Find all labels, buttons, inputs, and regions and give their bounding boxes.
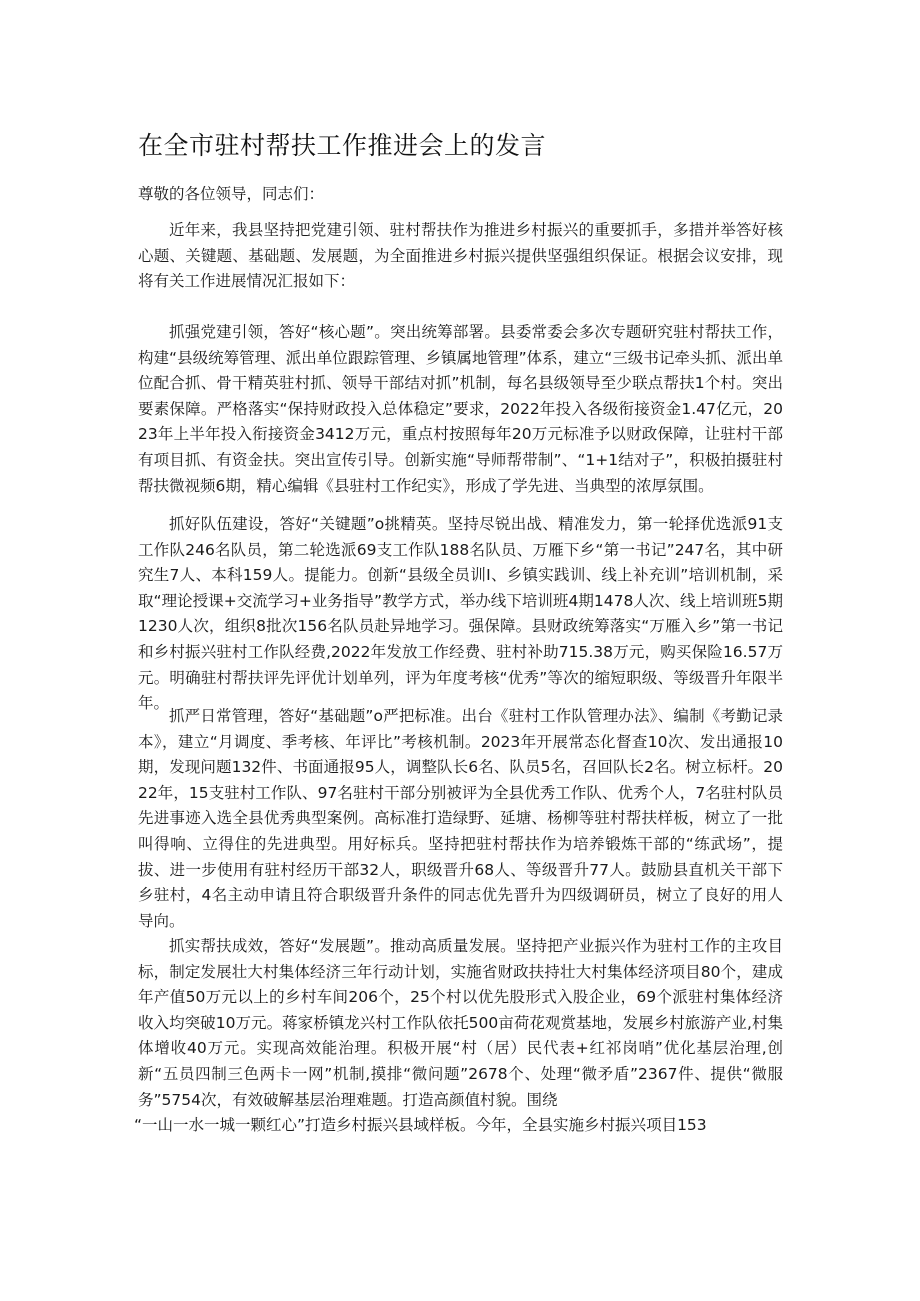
- paragraph-basic-task: 抓严日常管理，答好“基础题”o严把标准。出台《驻村工作队管理办法》、编制《考勤记录本》，建立“月调度、季考核、年评比”考核机制。2023年开展常态化督查10次、发出通报10期，发现问题132件、书面通报95人，调整队长6名、队员5名，召回队长2名。树立标杆。2022年，15支驻村工作队、97名驻村干部分别被评为全县优秀工作队、优秀个人，7名驻村队员先进事迹入选全县优秀典型案例。高标准打造绿野、延塘、杨柳等驻村帮扶样板，树立了一批叫得响、立得住的先进典型。用好标兵。坚持把驻村帮扶作为培养锻炼干部的“练武场”，提拔、进一步使用有驻村经历干部32人，职级晋升68人、等级晋升77人。鼓励县直机关干部下乡驻村，4名主动申请且符合职级晋升条件的同志优先晋升为四级调研员，树立了良好的用人导向。: [138, 707, 783, 930]
- salutation: 尊敬的各位领导，同志们：: [138, 185, 325, 203]
- paragraph-development-task: [134, 934, 783, 1139]
- paragraph-intro: 近年来，我县坚持把党建引领、驻村帮扶作为推进乡村振兴的重要抓手，多措并举答好核心题、关键题、基础题、发展题，为全面推进乡村振兴提供坚强组织保证。根据会议安排，现将有关工作进展情况汇报如下：: [138, 221, 783, 291]
- paragraph-key-task: 抓好队伍建设，答好“关键题”o挑精英。坚持尽锐出战、精准发力，第一轮择优选派91支工作队246名队员，第二轮选派69支工作队188名队员、万雁下乡“第一书记”247名，其中研究生7人、本科159人。提能力。创新“县级全员训I、乡镇实践训、线上补充训”培训机制，采取“理论授课+交流学习+业务指导”教学方式，举办线下培训班4期1478人次、线上培训班5期1230人次，组织8批次156名队员赴异地学习。强保障。县财政统筹落实“万雁入乡”第一书记和乡村振兴驻村工作队经费,2022年发放工作经费、驻村补助715.38万元，购买保险16.57万元。明确驻村帮扶评先评优计划单列，评为年度考核“优秀”等次的缩短职级、等级晋升年限半年。: [138, 515, 783, 713]
- paragraph-continuation-line: “一山一水一城一颗红心”打造乡村振兴县域样板。今年，全县实施乡村振兴项目153: [134, 1116, 707, 1135]
- document-title: 在全市驻村帮扶工作推进会上的发言: [138, 131, 547, 160]
- paragraph-development-text: 抓实帮扶成效，答好“发展题”。推动高质量发展。坚持把产业振兴作为驻村工作的主攻目标，制定发展壮大村集体经济三年行动计划，实施省财政扶持壮大村集体经济项目80个，建成年产值50万元以上的乡村车间206个，25个村以优先股形式入股企业，69个派驻村集体经济收入均突破10万元。蒋家桥镇龙兴村工作队依托500亩荷花观赏基地，发展乡村旅游产业,村集体增收40万元。实现高效能治理。积极开展“村（居）民代表+红祁岗哨”优化基层治理,创新“五员四制三色两卡一网”机制,摸排“微问题”2678个、处理“微矛盾”2367件、提供“微服务”5754次，有效破解基层治理难题。打造高颜值村貌。围绕: [138, 937, 783, 1109]
- paragraph-core-task: 抓强党建引领，答好“核心题”。突出统筹部署。县委常委会多次专题研究驻村帮扶工作，构建“县级统筹管理、派出单位跟踪管理、乡镇属地管理”体系，建立“三级书记牵头抓、派出单位配合抓、骨干精英驻村抓、领导干部结对抓”机制，每名县级领导至少联点帮扶1个村。突出要素保障。严格落实“保持财政投入总体稳定”要求，2022年投入各级衔接资金1.47亿元，2023年上半年投入衔接资金3412万元，重点村按照每年20万元标准予以财政保障，让驻村干部有项目抓、有资金扶。突出宣传引导。创新实施“导师帮带制”、“1+1结对子”，积极拍摄驻村帮扶微视频6期，精心编辑《县驻村工作纪实》，形成了学先进、当典型的浓厚氛围。: [138, 323, 783, 495]
